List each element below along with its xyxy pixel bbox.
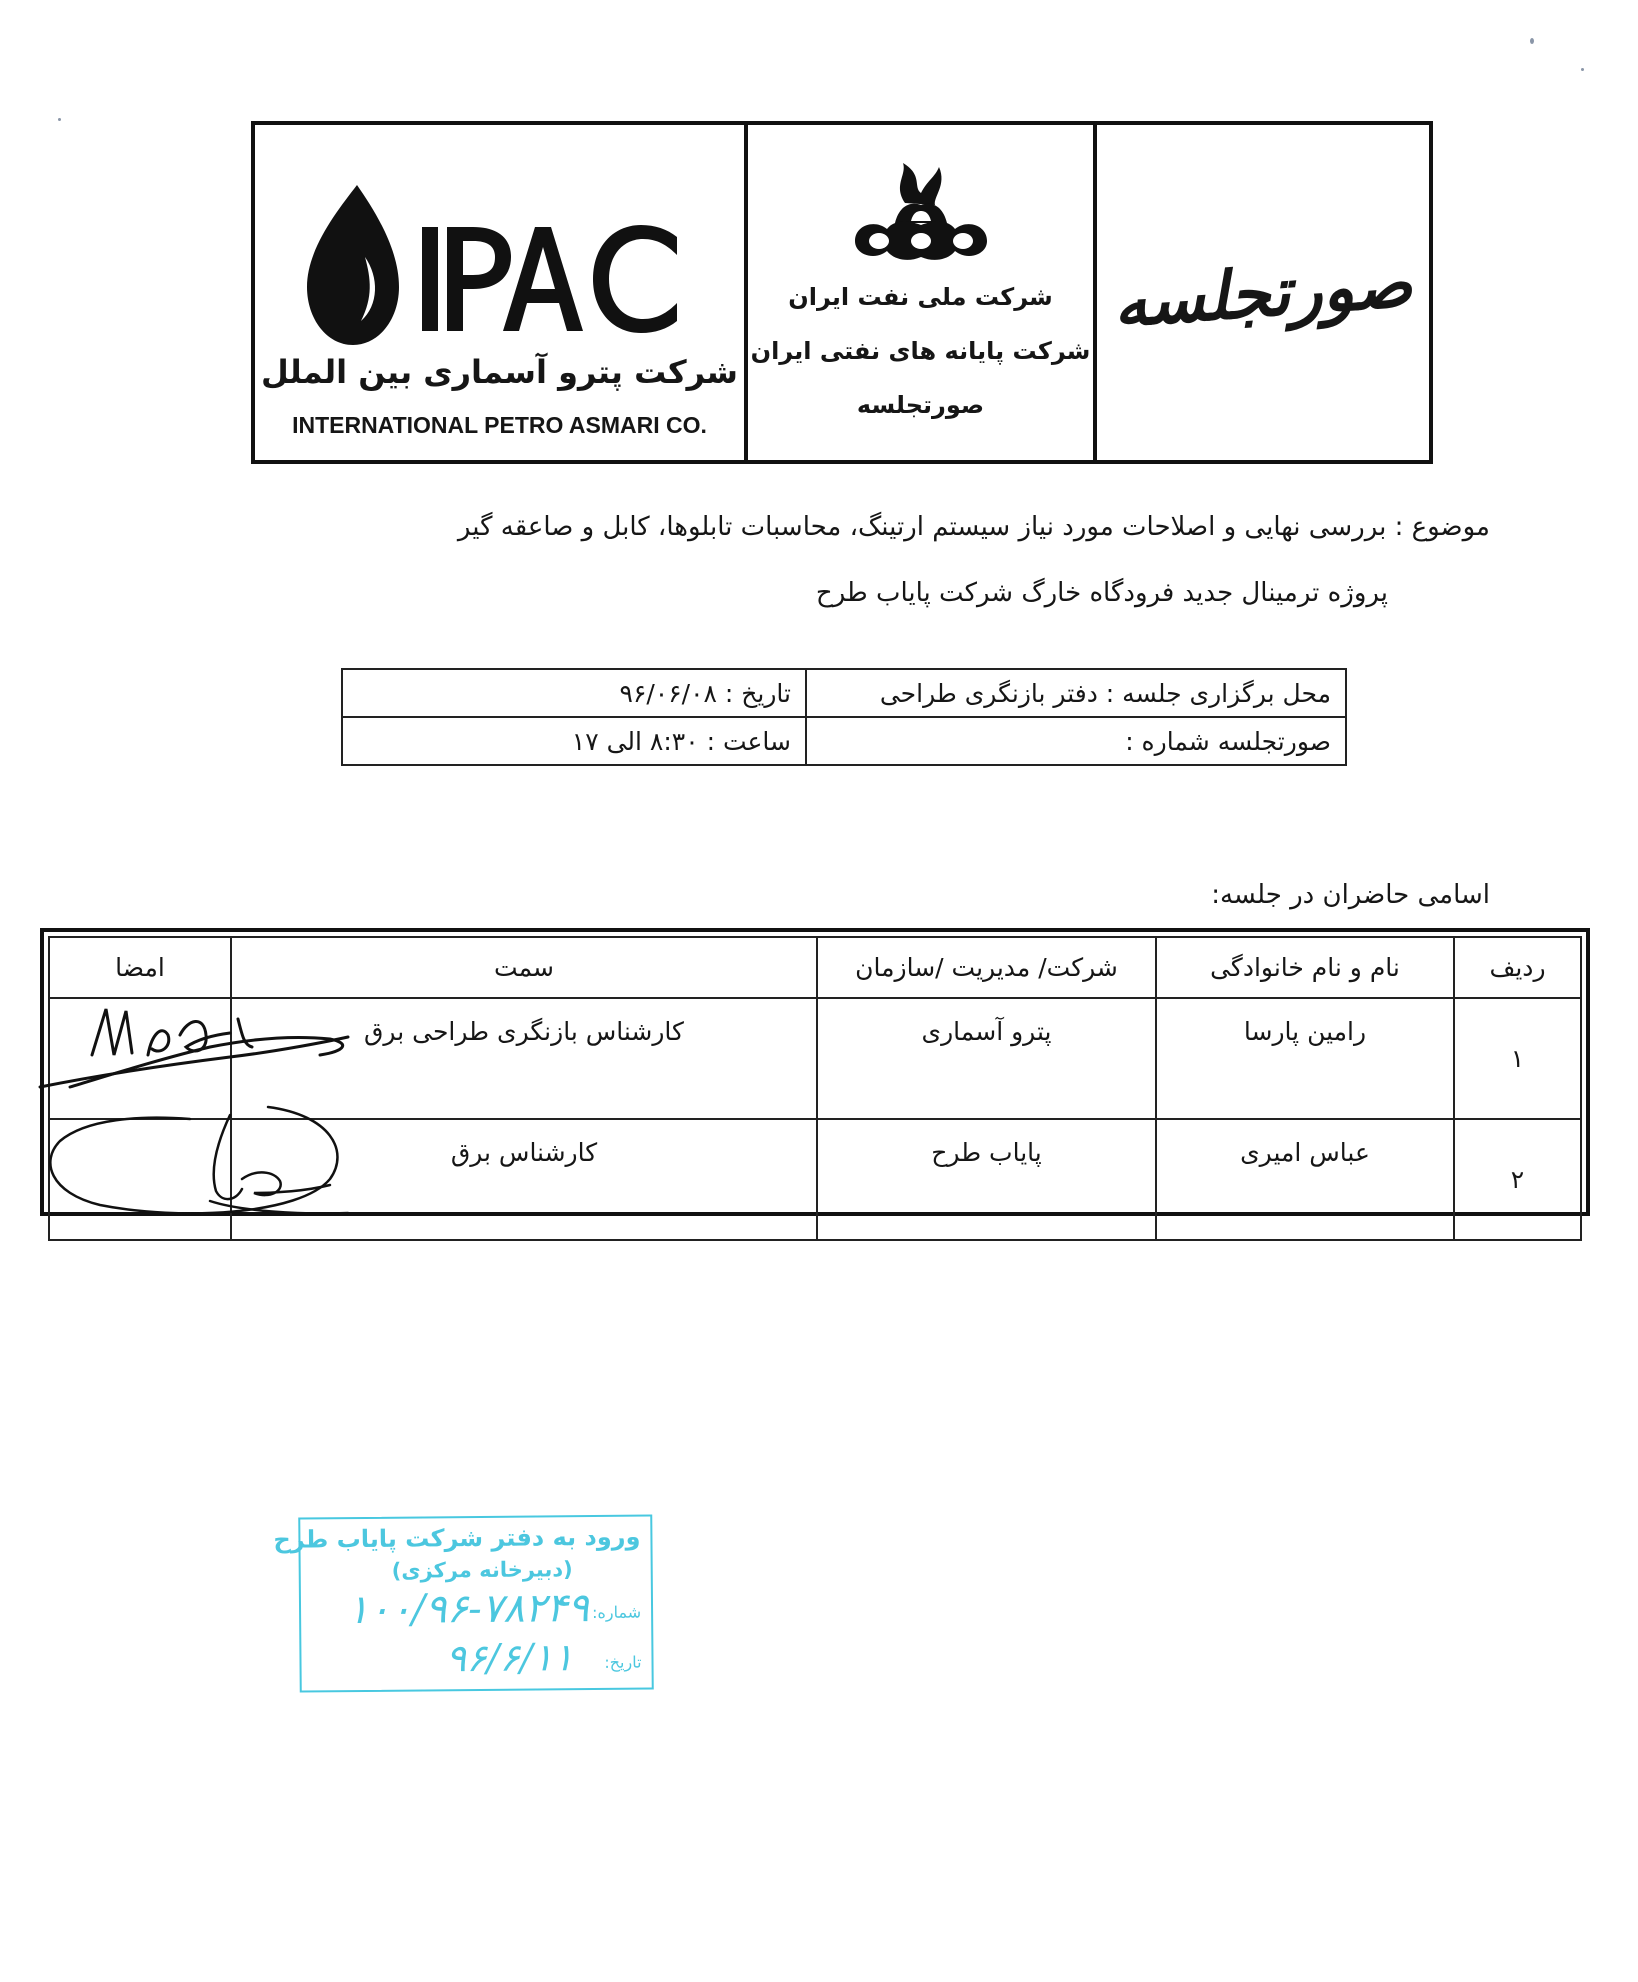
ipac-drop-logo-icon	[307, 185, 687, 355]
company-name-nioc: شرکت ملی نفت ایران	[788, 283, 1053, 311]
company-cell	[744, 125, 1093, 460]
ipac-monogram	[307, 185, 677, 345]
row-number: ۲	[1454, 1119, 1581, 1240]
handwritten-title: صورتجلسه	[1111, 243, 1415, 342]
title-cell	[1093, 125, 1429, 460]
attendees-caption: اسامی حاضران در جلسه:	[1211, 880, 1490, 910]
scan-speck	[1581, 68, 1584, 71]
signature-2	[50, 1107, 348, 1214]
ipac-name-en: INTERNATIONAL PETRO ASMARI CO.	[292, 412, 707, 438]
minutes-number: صورتجلسه شماره :	[806, 717, 1346, 765]
ipac-name-fa: شرکت پترو آسماری بین الملل	[261, 353, 738, 391]
stamp-office-line: ورود به دفتر شرکت پایاب طرح	[273, 1522, 641, 1554]
attendee-organization: پایاب طرح	[817, 1119, 1156, 1240]
signature-1	[40, 1009, 348, 1087]
stamp-number-label: شماره:	[591, 1602, 642, 1622]
stamp-secretariat-line: (دبیرخانه مرکزی)	[391, 1557, 573, 1583]
nioc-flame-logo-icon	[835, 163, 1005, 268]
subject-line-2: پروژه ترمینال جدید فرودگاه خارگ شرکت پایاب طرح	[815, 578, 1388, 608]
column-header-position: سمت	[231, 937, 817, 998]
attendee-name: عباس امیری	[1156, 1119, 1454, 1240]
stamp-number-handwritten: ۱۰۰/۹۶-۷۸۲۴۹	[347, 1585, 590, 1634]
scan-speck	[58, 118, 61, 121]
subject-line-1: موضوع : بررسی نهایی و اصلاحات مورد نیاز سیستم ارتینگ، محاسبات تابلوها، کابل و صاعقه گیر	[457, 512, 1490, 542]
scan-speck	[1530, 38, 1534, 44]
minutes-label: صورتجلسه	[856, 391, 985, 419]
table-header-row	[49, 937, 1581, 998]
stamp-date-handwritten: ۹۶/۶/۱۱	[445, 1635, 574, 1681]
attendee-position: کارشناس بازنگری طراحی برق	[231, 998, 817, 1119]
meeting-info-table	[341, 668, 1347, 766]
company-name-terminals: شرکت پایانه های نفتی ایران	[750, 337, 1091, 365]
meeting-date: تاریخ : ۹۶/۰۶/۰۸	[342, 669, 806, 717]
column-header-row-number: ردیف	[1454, 937, 1581, 998]
meeting-time: ساعت : ۸:۳۰ الی ۱۷	[342, 717, 806, 765]
attendee-name: رامین پارسا	[1156, 998, 1454, 1119]
row-number: ۱	[1454, 998, 1581, 1119]
column-header-name: نام و نام خانوادگی	[1156, 937, 1454, 998]
column-header-signature: امضا	[49, 937, 231, 998]
meeting-location: محل برگزاری جلسه : دفتر بازنگری طراحی	[806, 669, 1346, 717]
document-header	[251, 121, 1433, 464]
stamp-date-label: تاریخ:	[604, 1652, 642, 1672]
ipac-logo-cell	[255, 125, 744, 460]
attendee-position: کارشناس برق	[231, 1119, 817, 1240]
signatures-overlay	[30, 995, 370, 1235]
column-header-organization: شرکت/ مدیریت /سازمان	[817, 937, 1156, 998]
entry-stamp	[273, 1514, 654, 1692]
attendee-organization: پترو آسماری	[817, 998, 1156, 1119]
